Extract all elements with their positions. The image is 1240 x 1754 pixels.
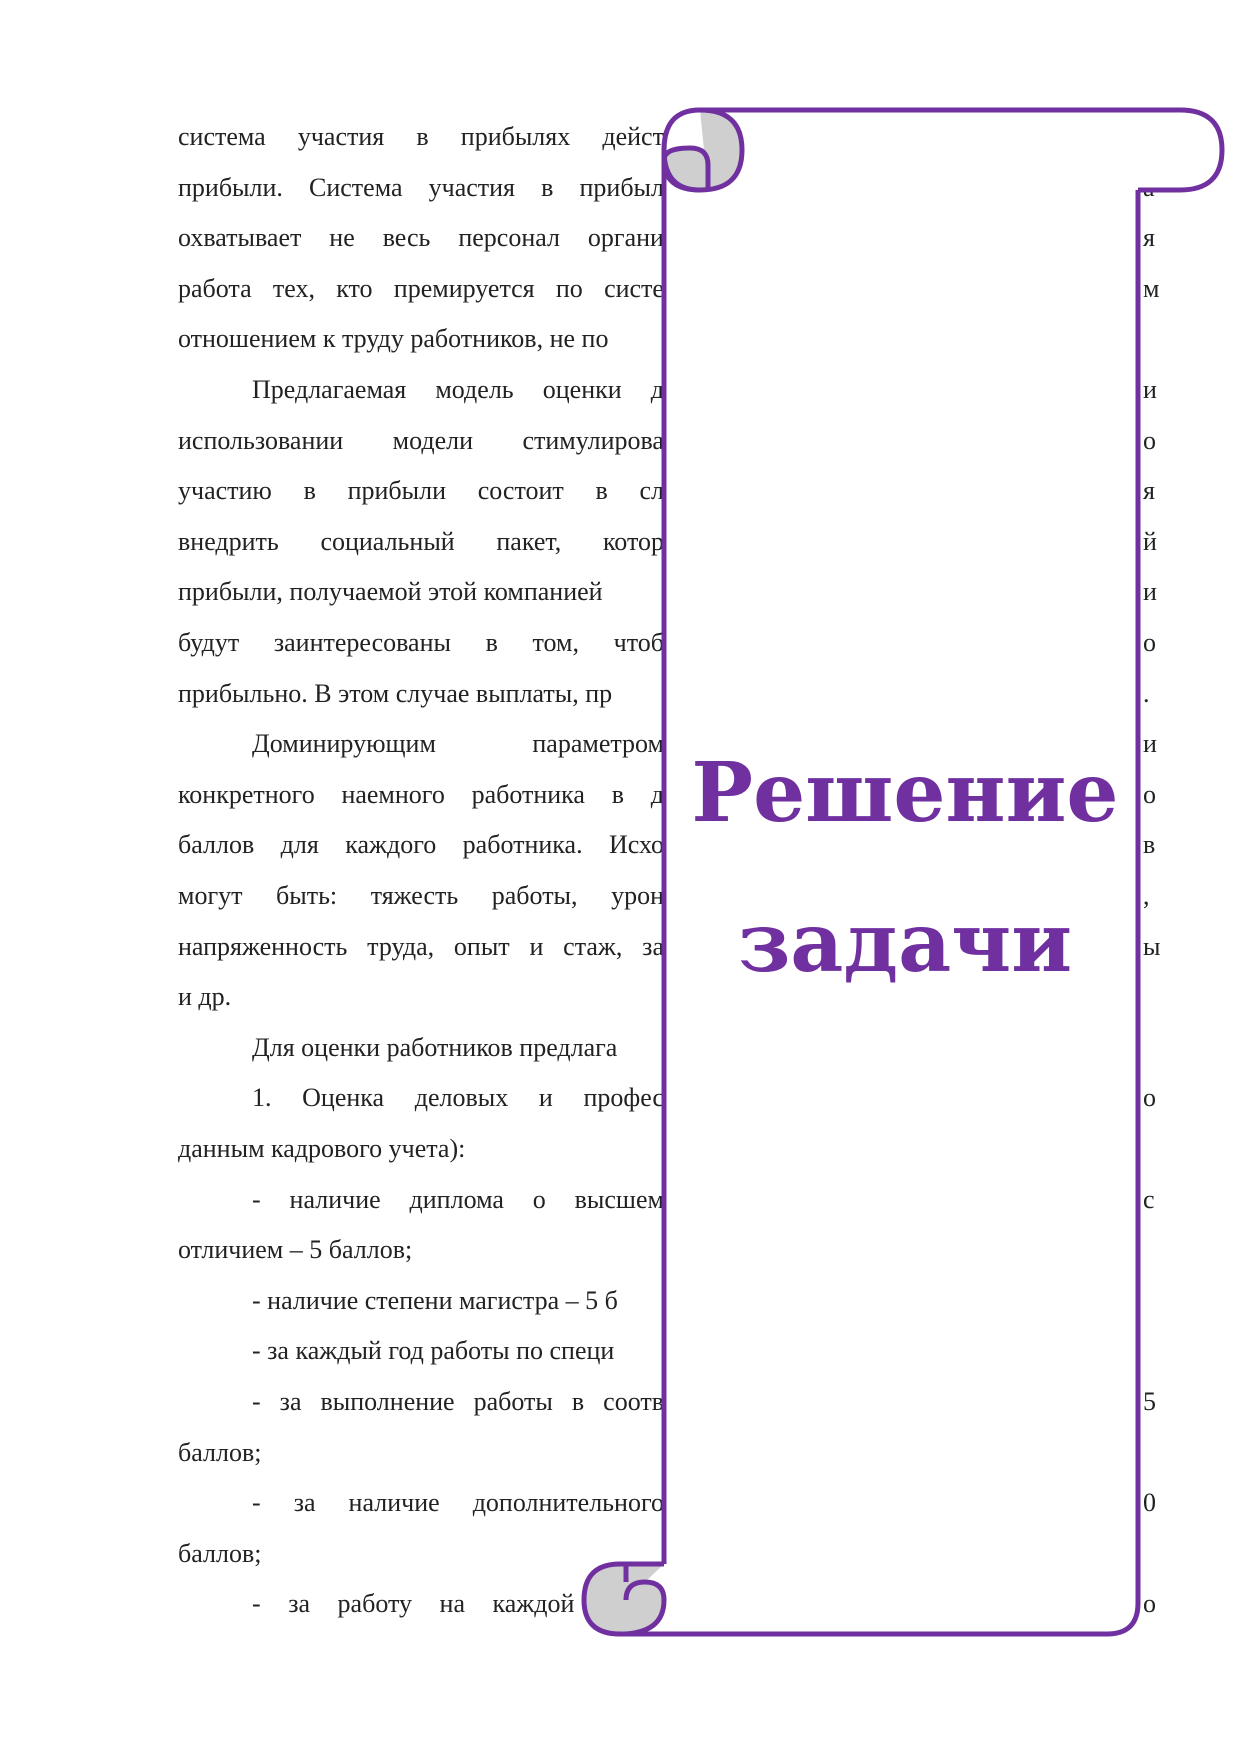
- word: персонал: [458, 223, 560, 253]
- word: участия: [428, 172, 516, 202]
- right-edge-fragment: 0: [1143, 1488, 1156, 1518]
- word: том,: [532, 628, 580, 657]
- word: состоит: [477, 476, 564, 506]
- word: работу: [337, 1589, 412, 1619]
- right-edge-fragment: я: [1143, 476, 1155, 506]
- word: премируется: [393, 273, 535, 303]
- word: сл: [639, 476, 664, 506]
- banner-title-line1: Решение: [691, 745, 1119, 841]
- word: выполнение: [320, 1387, 455, 1416]
- right-edge-fragment: и: [1143, 375, 1157, 404]
- word: урон: [611, 881, 664, 910]
- line-text: Для оценки работников предлага: [252, 1032, 618, 1062]
- word: прибыли: [347, 476, 446, 506]
- word: тех,: [272, 273, 315, 303]
- word: за: [642, 931, 664, 961]
- word: прибылях: [460, 122, 571, 151]
- banner-title-line2: задачи: [737, 895, 1073, 991]
- word: оценки: [542, 375, 622, 404]
- word: каждой: [492, 1589, 575, 1619]
- word: чтоб: [613, 628, 664, 657]
- word: -: [252, 1589, 261, 1619]
- word: быть:: [276, 881, 338, 910]
- scroll-top-curl: [664, 110, 742, 190]
- word: работы,: [491, 881, 578, 910]
- right-edge-fragment: с: [1143, 1184, 1155, 1214]
- word: пакет,: [496, 526, 562, 556]
- right-edge-fragment: й: [1143, 526, 1157, 556]
- word: работника.: [462, 830, 583, 860]
- word: в: [571, 1387, 585, 1416]
- word: конкретного: [178, 779, 315, 809]
- line-text: - наличие степени магистра – 5 б: [252, 1285, 618, 1315]
- word: д: [650, 375, 664, 404]
- word: параметром: [532, 729, 664, 759]
- line-text: баллов;: [178, 1538, 262, 1568]
- word: котор: [602, 526, 664, 556]
- word: о: [532, 1184, 546, 1214]
- right-edge-fragment: 5: [1143, 1387, 1156, 1416]
- word: модели: [392, 425, 474, 455]
- word: в: [485, 628, 498, 657]
- word: баллов: [178, 830, 255, 860]
- line-text: баллов;: [178, 1437, 262, 1467]
- word: прибыл: [579, 172, 664, 202]
- word: стимулирова: [522, 425, 664, 455]
- word: не: [329, 223, 355, 253]
- word: Исхо: [609, 830, 664, 860]
- word: в: [416, 122, 429, 151]
- word: использовании: [178, 425, 344, 455]
- word: работа: [178, 273, 252, 303]
- word: -: [252, 1387, 261, 1416]
- word: и: [529, 931, 544, 961]
- right-edge-fragment: о: [1143, 779, 1156, 809]
- right-edge-fragment: ,: [1143, 881, 1150, 910]
- word: наемного: [341, 779, 445, 809]
- word: дополнительного: [472, 1488, 664, 1518]
- right-edge-fragment: о: [1143, 628, 1156, 657]
- word: за: [279, 1387, 302, 1416]
- word: социальный: [320, 526, 455, 556]
- word: на: [439, 1589, 465, 1619]
- word: в: [595, 476, 608, 506]
- word: прибыли.: [178, 172, 283, 202]
- word: каждого: [345, 830, 437, 860]
- word: за: [288, 1589, 311, 1619]
- word: кто: [336, 273, 373, 303]
- line-text: - за каждый год работы по специ: [252, 1336, 615, 1366]
- word: Оценка: [302, 1083, 385, 1113]
- word: высшем: [574, 1184, 664, 1214]
- word: система: [178, 122, 266, 151]
- line-text: и др.: [178, 982, 232, 1012]
- line-text: прибыльно. В этом случае выплаты, пр: [178, 678, 613, 708]
- word: в: [303, 476, 316, 506]
- right-edge-fragment: м: [1143, 273, 1160, 303]
- right-edge-fragment: .: [1143, 678, 1150, 708]
- word: работника: [471, 779, 585, 809]
- word: охватывает: [178, 223, 302, 253]
- word: деловых: [414, 1083, 509, 1113]
- word: органи: [587, 223, 664, 253]
- word: тяжесть: [370, 881, 459, 910]
- word: стаж,: [563, 931, 623, 961]
- word: и: [538, 1083, 553, 1113]
- word: по: [555, 273, 583, 303]
- word: опыт: [453, 931, 510, 961]
- word: д: [650, 779, 664, 809]
- right-edge-fragment: о: [1143, 1589, 1156, 1619]
- word: соотв: [603, 1387, 664, 1416]
- word: могут: [178, 881, 243, 910]
- word: 1.: [252, 1083, 272, 1113]
- word: будут: [178, 628, 240, 657]
- word: труда,: [367, 931, 435, 961]
- word: модель: [435, 375, 514, 404]
- right-edge-fragment: ы: [1143, 931, 1161, 961]
- word: за: [293, 1488, 316, 1518]
- line-text: отличием – 5 баллов;: [178, 1235, 413, 1265]
- word: Предлагаемая: [252, 375, 407, 404]
- right-edge-fragment: о: [1143, 1083, 1156, 1113]
- word: заинтересованы: [273, 628, 451, 657]
- word: профес: [583, 1083, 664, 1113]
- word: Система: [309, 172, 403, 202]
- right-edge-fragment: и: [1143, 729, 1157, 759]
- word: для: [280, 830, 319, 860]
- word: -: [252, 1488, 261, 1518]
- right-edge-fragment: о: [1143, 425, 1156, 455]
- word: работы: [473, 1387, 553, 1416]
- word: диплома: [409, 1184, 504, 1214]
- word: участия: [297, 122, 385, 151]
- word: -: [252, 1184, 261, 1214]
- word: наличие: [348, 1488, 440, 1518]
- word: напряженность: [178, 931, 348, 961]
- word: наличие: [289, 1184, 381, 1214]
- line-text: прибыли, получаемой этой компанией: [178, 577, 603, 607]
- word: дейст: [602, 122, 664, 151]
- word: весь: [382, 223, 431, 253]
- right-edge-fragment: и: [1143, 577, 1157, 607]
- word: в: [611, 779, 624, 809]
- line-text: данным кадрового учета):: [178, 1134, 466, 1163]
- line-text: отношением к труду работников, не по: [178, 324, 609, 354]
- word: внедрить: [178, 526, 279, 556]
- scroll-body: [584, 150, 1138, 1634]
- word: Доминирующим: [252, 729, 436, 759]
- word: участию: [178, 476, 272, 506]
- right-edge-fragment: в: [1143, 830, 1156, 860]
- right-edge-fragment: я: [1143, 223, 1155, 253]
- word: в: [541, 172, 554, 202]
- word: систе: [604, 273, 664, 303]
